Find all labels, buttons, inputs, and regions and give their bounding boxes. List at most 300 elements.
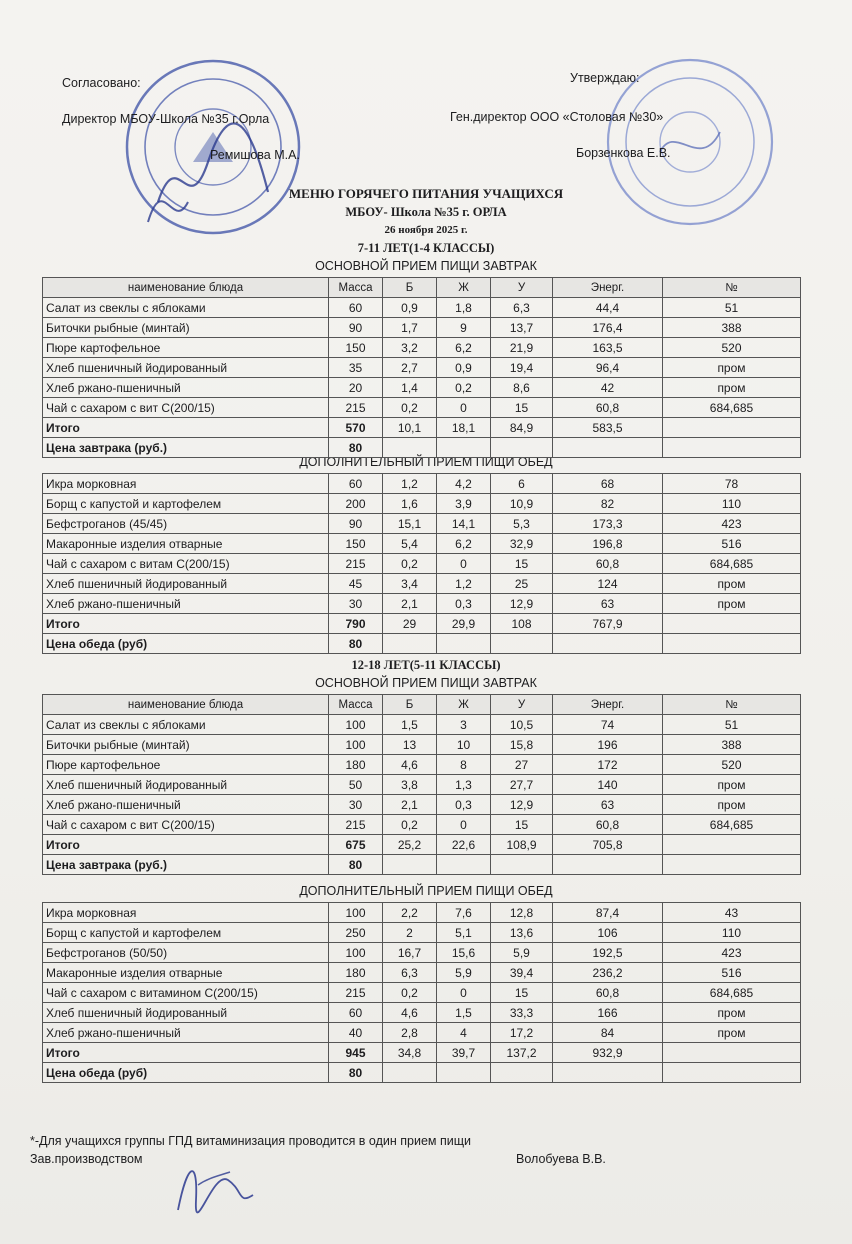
dish-value: 19,4 (491, 358, 553, 378)
table-row (43, 1023, 801, 1043)
empty-cell (383, 855, 437, 875)
dish-value: пром (663, 358, 801, 378)
dish-name: Бефстроганов (45/45) (43, 514, 329, 534)
dish-value: 388 (663, 318, 801, 338)
empty-cell (663, 1063, 801, 1083)
total-row (43, 418, 801, 438)
dish-value: 35 (329, 358, 383, 378)
empty-cell (383, 438, 437, 458)
column-header: № (663, 278, 801, 298)
dish-value: 200 (329, 494, 383, 514)
table-row (43, 1003, 801, 1023)
dish-value: 8 (437, 755, 491, 775)
price-row (43, 438, 801, 458)
dish-value: 0,2 (383, 983, 437, 1003)
dish-value: пром (663, 378, 801, 398)
column-header: Энерг. (553, 278, 663, 298)
total-value: 790 (329, 614, 383, 634)
school-director-name: Ремишова М.А. (210, 148, 300, 162)
dish-value: 1,5 (383, 715, 437, 735)
table-row (43, 318, 801, 338)
price-value: 80 (329, 855, 383, 875)
dish-value: 12,9 (491, 795, 553, 815)
dish-value: 1,6 (383, 494, 437, 514)
total-value: 570 (329, 418, 383, 438)
dish-value: 180 (329, 963, 383, 983)
dish-name: Хлеб ржано-пшеничный (43, 378, 329, 398)
dish-value: 33,3 (491, 1003, 553, 1023)
dish-value: 5,1 (437, 923, 491, 943)
dish-name: Икра морковная (43, 903, 329, 923)
dish-value: 0,2 (383, 554, 437, 574)
total-value (663, 1043, 801, 1063)
lunch-table-2 (42, 902, 801, 1083)
dish-value: 250 (329, 923, 383, 943)
dish-value: 180 (329, 755, 383, 775)
dish-value: 2,1 (383, 594, 437, 614)
company-director-position: Ген.директор ООО «Столовая №30» (450, 110, 664, 124)
dish-value: 684,685 (663, 398, 801, 418)
dish-value: 12,8 (491, 903, 553, 923)
dish-value: 2,8 (383, 1023, 437, 1043)
dish-value: 520 (663, 338, 801, 358)
total-value: 84,9 (491, 418, 553, 438)
dish-value: 100 (329, 735, 383, 755)
dish-name: Чай с сахаром с витам С(200/15) (43, 554, 329, 574)
signature-icon (168, 1150, 258, 1220)
table-row (43, 358, 801, 378)
dish-value: 0 (437, 554, 491, 574)
table-row (43, 398, 801, 418)
total-label: Итого (43, 1043, 329, 1063)
empty-cell (663, 855, 801, 875)
dish-value: 16,7 (383, 943, 437, 963)
empty-cell (663, 438, 801, 458)
total-row (43, 614, 801, 634)
dish-value: 0,3 (437, 594, 491, 614)
dish-value: 215 (329, 815, 383, 835)
dish-value: 140 (553, 775, 663, 795)
dish-value: 4,6 (383, 755, 437, 775)
dish-value: 1,7 (383, 318, 437, 338)
dish-name: Чай с сахаром с вит С(200/15) (43, 815, 329, 835)
dish-name: Хлеб пшеничный йодированный (43, 574, 329, 594)
dish-value: 3,9 (437, 494, 491, 514)
column-header: У (491, 695, 553, 715)
dish-value: 25 (491, 574, 553, 594)
dish-value: 215 (329, 398, 383, 418)
dish-value: 6,2 (437, 338, 491, 358)
dish-name: Пюре картофельное (43, 338, 329, 358)
dish-value: 13 (383, 735, 437, 755)
footer-name: Волобуева В.В. (516, 1152, 606, 1166)
dish-value: 516 (663, 963, 801, 983)
dish-value: 43 (663, 903, 801, 923)
empty-cell (491, 855, 553, 875)
table-row (43, 815, 801, 835)
empty-cell (437, 855, 491, 875)
total-value: 39,7 (437, 1043, 491, 1063)
column-header: № (663, 695, 801, 715)
school-title: МБОУ- Школа №35 г. ОРЛА (345, 205, 507, 219)
total-value: 932,9 (553, 1043, 663, 1063)
dish-value: 150 (329, 534, 383, 554)
dish-value: 0,2 (383, 815, 437, 835)
dish-value: 90 (329, 318, 383, 338)
dish-value: 5,4 (383, 534, 437, 554)
dish-value: 74 (553, 715, 663, 735)
dish-value: 215 (329, 554, 383, 574)
dish-value: 423 (663, 514, 801, 534)
price-value: 80 (329, 634, 383, 654)
price-value: 80 (329, 438, 383, 458)
dish-value: 192,5 (553, 943, 663, 963)
dish-value: 45 (329, 574, 383, 594)
table-row (43, 554, 801, 574)
dish-value: 8,6 (491, 378, 553, 398)
dish-name: Салат из свеклы с яблоками (43, 298, 329, 318)
dish-value: 100 (329, 943, 383, 963)
price-row (43, 634, 801, 654)
dish-value: 166 (553, 1003, 663, 1023)
total-value: 29 (383, 614, 437, 634)
table-row (43, 298, 801, 318)
dish-name: Чай с сахаром с витамином С(200/15) (43, 983, 329, 1003)
empty-cell (491, 1063, 553, 1083)
dish-value: 10,5 (491, 715, 553, 735)
column-header: У (491, 278, 553, 298)
column-header: Энерг. (553, 695, 663, 715)
footer-note: *-Для учащихся группы ГПД витаминизация проводится в один прием пищи (30, 1134, 471, 1148)
dish-value: 27,7 (491, 775, 553, 795)
dish-value: 520 (663, 755, 801, 775)
column-header: наименование блюда (43, 695, 329, 715)
dish-value: пром (663, 1003, 801, 1023)
dish-value: 50 (329, 775, 383, 795)
total-label: Итого (43, 835, 329, 855)
dish-value: 236,2 (553, 963, 663, 983)
total-row (43, 835, 801, 855)
dish-value: 39,4 (491, 963, 553, 983)
dish-value: 60 (329, 1003, 383, 1023)
dish-value: 0 (437, 398, 491, 418)
dish-value: 20 (329, 378, 383, 398)
dish-value: 4 (437, 1023, 491, 1043)
dish-name: Борщ с капустой и картофелем (43, 923, 329, 943)
empty-cell (553, 855, 663, 875)
total-value (663, 418, 801, 438)
dish-value: 110 (663, 923, 801, 943)
dish-value: 51 (663, 298, 801, 318)
lunch-table-1 (42, 473, 801, 654)
total-value (663, 835, 801, 855)
column-header: Ж (437, 695, 491, 715)
dish-name: Макаронные изделия отварные (43, 963, 329, 983)
dish-value: 684,685 (663, 983, 801, 1003)
price-label: Цена обеда (руб) (43, 634, 329, 654)
dish-value: 0,3 (437, 795, 491, 815)
section-breakfast-2: ОСНОВНОЙ ПРИЕМ ПИЩИ ЗАВТРАК (315, 676, 537, 690)
dish-value: 5,3 (491, 514, 553, 534)
dish-value: 163,5 (553, 338, 663, 358)
dish-value: 15 (491, 983, 553, 1003)
dish-value: 60,8 (553, 398, 663, 418)
dish-value: 60 (329, 298, 383, 318)
dish-value: 10 (437, 735, 491, 755)
table-row (43, 923, 801, 943)
dish-name: Бефстроганов (50/50) (43, 943, 329, 963)
dish-value: 96,4 (553, 358, 663, 378)
dish-value: 90 (329, 514, 383, 534)
dish-value: 2,1 (383, 795, 437, 815)
total-value: 108,9 (491, 835, 553, 855)
column-header: Ж (437, 278, 491, 298)
empty-cell (383, 1063, 437, 1083)
price-label: Цена завтрака (руб.) (43, 855, 329, 875)
dish-value: 2 (383, 923, 437, 943)
dish-value: 10,9 (491, 494, 553, 514)
dish-value: 6,2 (437, 534, 491, 554)
table-row (43, 755, 801, 775)
dish-value: 12,9 (491, 594, 553, 614)
dish-value: 27 (491, 755, 553, 775)
dish-value: 0 (437, 815, 491, 835)
table-row (43, 795, 801, 815)
dish-value: 0,2 (383, 398, 437, 418)
dish-value: 60 (329, 474, 383, 494)
total-row (43, 1043, 801, 1063)
dish-value: 13,6 (491, 923, 553, 943)
dish-value: 63 (553, 795, 663, 815)
column-header: наименование блюда (43, 278, 329, 298)
dish-value: 17,2 (491, 1023, 553, 1043)
dish-name: Хлеб ржано-пшеничный (43, 594, 329, 614)
price-label: Цена обеда (руб) (43, 1063, 329, 1083)
total-label: Итого (43, 418, 329, 438)
dish-value: 15 (491, 815, 553, 835)
dish-value: 30 (329, 594, 383, 614)
section-lunch-2: ДОПОЛНИТЕЛЬНЫЙ ПРИЕМ ПИЩИ ОБЕД (299, 884, 553, 898)
table-row (43, 514, 801, 534)
price-label: Цена завтрака (руб.) (43, 438, 329, 458)
approve-label: Утверждаю: (570, 71, 640, 85)
dish-value: 3,4 (383, 574, 437, 594)
empty-cell (437, 1063, 491, 1083)
dish-value: 3,2 (383, 338, 437, 358)
dish-value: 100 (329, 715, 383, 735)
table-header-row (43, 695, 801, 715)
school-director-position: Директор МБОУ-Школа №35 г.Орла (62, 112, 270, 126)
age-group-2: 12-18 ЛЕТ(5-11 КЛАССЫ) (351, 658, 501, 672)
dish-value: 176,4 (553, 318, 663, 338)
dish-value: 78 (663, 474, 801, 494)
footer-position: Зав.производством (30, 1152, 143, 1166)
table-row (43, 983, 801, 1003)
dish-value: 1,3 (437, 775, 491, 795)
empty-cell (491, 634, 553, 654)
dish-name: Биточки рыбные (минтай) (43, 318, 329, 338)
table-row (43, 378, 801, 398)
dish-value: 1,4 (383, 378, 437, 398)
empty-cell (663, 634, 801, 654)
dish-value: 1,8 (437, 298, 491, 318)
price-row (43, 855, 801, 875)
dish-value: 44,4 (553, 298, 663, 318)
menu-date: 26 ноября 2025 г. (384, 224, 468, 236)
dish-value: 196 (553, 735, 663, 755)
dish-value: 110 (663, 494, 801, 514)
dish-value: 0,2 (437, 378, 491, 398)
dish-name: Пюре картофельное (43, 755, 329, 775)
age-group-1: 7-11 ЛЕТ(1-4 КЛАССЫ) (357, 241, 495, 255)
dish-value: пром (663, 594, 801, 614)
dish-value: 388 (663, 735, 801, 755)
breakfast-table-2 (42, 694, 801, 875)
dish-name: Салат из свеклы с яблоками (43, 715, 329, 735)
price-value: 80 (329, 1063, 383, 1083)
dish-value: 15,8 (491, 735, 553, 755)
total-value: 29,9 (437, 614, 491, 634)
dish-value: 423 (663, 943, 801, 963)
dish-value: пром (663, 1023, 801, 1043)
total-value: 137,2 (491, 1043, 553, 1063)
dish-value: 30 (329, 795, 383, 815)
column-header: Масса (329, 278, 383, 298)
breakfast-table-1 (42, 277, 801, 458)
table-row (43, 735, 801, 755)
total-value: 945 (329, 1043, 383, 1063)
dish-value: 60,8 (553, 815, 663, 835)
table-row (43, 903, 801, 923)
total-value (663, 614, 801, 634)
total-value: 10,1 (383, 418, 437, 438)
table-row (43, 715, 801, 735)
table-row (43, 338, 801, 358)
dish-value: 60,8 (553, 554, 663, 574)
dish-value: 516 (663, 534, 801, 554)
dish-value: 215 (329, 983, 383, 1003)
total-value: 767,9 (553, 614, 663, 634)
dish-value: 0,9 (383, 298, 437, 318)
dish-value: 2,7 (383, 358, 437, 378)
dish-value: пром (663, 775, 801, 795)
dish-name: Макаронные изделия отварные (43, 534, 329, 554)
dish-value: 87,4 (553, 903, 663, 923)
dish-name: Икра морковная (43, 474, 329, 494)
table-row (43, 943, 801, 963)
dish-value: 684,685 (663, 815, 801, 835)
dish-value: 6,3 (383, 963, 437, 983)
empty-cell (553, 438, 663, 458)
dish-value: 5,9 (437, 963, 491, 983)
company-director-name: Борзенкова Е.В. (576, 146, 671, 160)
dish-value: 684,685 (663, 554, 801, 574)
dish-value: 6 (491, 474, 553, 494)
empty-cell (437, 438, 491, 458)
total-value: 108 (491, 614, 553, 634)
table-row (43, 494, 801, 514)
dish-value: 1,5 (437, 1003, 491, 1023)
agreed-label: Согласовано: (62, 76, 141, 90)
dish-name: Хлеб ржано-пшеничный (43, 795, 329, 815)
dish-value: 13,7 (491, 318, 553, 338)
dish-value: 4,6 (383, 1003, 437, 1023)
dish-value: 1,2 (383, 474, 437, 494)
table-header-row (43, 278, 801, 298)
dish-value: 172 (553, 755, 663, 775)
dish-value: 84 (553, 1023, 663, 1043)
dish-value: 9 (437, 318, 491, 338)
dish-value: 51 (663, 715, 801, 735)
dish-value: 4,2 (437, 474, 491, 494)
dish-value: 32,9 (491, 534, 553, 554)
dish-value: 7,6 (437, 903, 491, 923)
column-header: Б (383, 695, 437, 715)
table-row (43, 963, 801, 983)
dish-value: 0 (437, 983, 491, 1003)
table-row (43, 574, 801, 594)
column-header: Б (383, 278, 437, 298)
empty-cell (383, 634, 437, 654)
dish-value: 60,8 (553, 983, 663, 1003)
column-header: Масса (329, 695, 383, 715)
dish-value: 42 (553, 378, 663, 398)
dish-value: 5,9 (491, 943, 553, 963)
table-row (43, 594, 801, 614)
section-lunch-1: ДОПОЛНИТЕЛЬНЫЙ ПРИЕМ ПИЩИ ОБЕД (299, 455, 553, 469)
dish-value: 100 (329, 903, 383, 923)
total-label: Итого (43, 614, 329, 634)
dish-value: 63 (553, 594, 663, 614)
dish-value: 15 (491, 398, 553, 418)
dish-name: Хлеб пшеничный йодированный (43, 358, 329, 378)
table-row (43, 775, 801, 795)
dish-value: 15,1 (383, 514, 437, 534)
dish-value: 150 (329, 338, 383, 358)
dish-value: 124 (553, 574, 663, 594)
empty-cell (491, 438, 553, 458)
table-row (43, 474, 801, 494)
dish-value: пром (663, 795, 801, 815)
dish-value: 1,2 (437, 574, 491, 594)
dish-value: 68 (553, 474, 663, 494)
dish-name: Хлеб ржано-пшеничный (43, 1023, 329, 1043)
total-value: 675 (329, 835, 383, 855)
dish-value: 40 (329, 1023, 383, 1043)
dish-value: 106 (553, 923, 663, 943)
dish-name: Хлеб пшеничный йодированный (43, 1003, 329, 1023)
dish-value: 14,1 (437, 514, 491, 534)
dish-name: Чай с сахаром с вит С(200/15) (43, 398, 329, 418)
dish-value: 2,2 (383, 903, 437, 923)
total-value: 705,8 (553, 835, 663, 855)
dish-value: 15 (491, 554, 553, 574)
dish-name: Борщ с капустой и картофелем (43, 494, 329, 514)
dish-value: 196,8 (553, 534, 663, 554)
dish-value: 6,3 (491, 298, 553, 318)
total-value: 34,8 (383, 1043, 437, 1063)
empty-cell (553, 634, 663, 654)
section-breakfast-1: ОСНОВНОЙ ПРИЕМ ПИЩИ ЗАВТРАК (315, 259, 537, 273)
dish-value: 3,8 (383, 775, 437, 795)
price-row (43, 1063, 801, 1083)
total-value: 22,6 (437, 835, 491, 855)
total-value: 25,2 (383, 835, 437, 855)
empty-cell (553, 1063, 663, 1083)
dish-value: 0,9 (437, 358, 491, 378)
dish-value: 173,3 (553, 514, 663, 534)
dish-value: 15,6 (437, 943, 491, 963)
